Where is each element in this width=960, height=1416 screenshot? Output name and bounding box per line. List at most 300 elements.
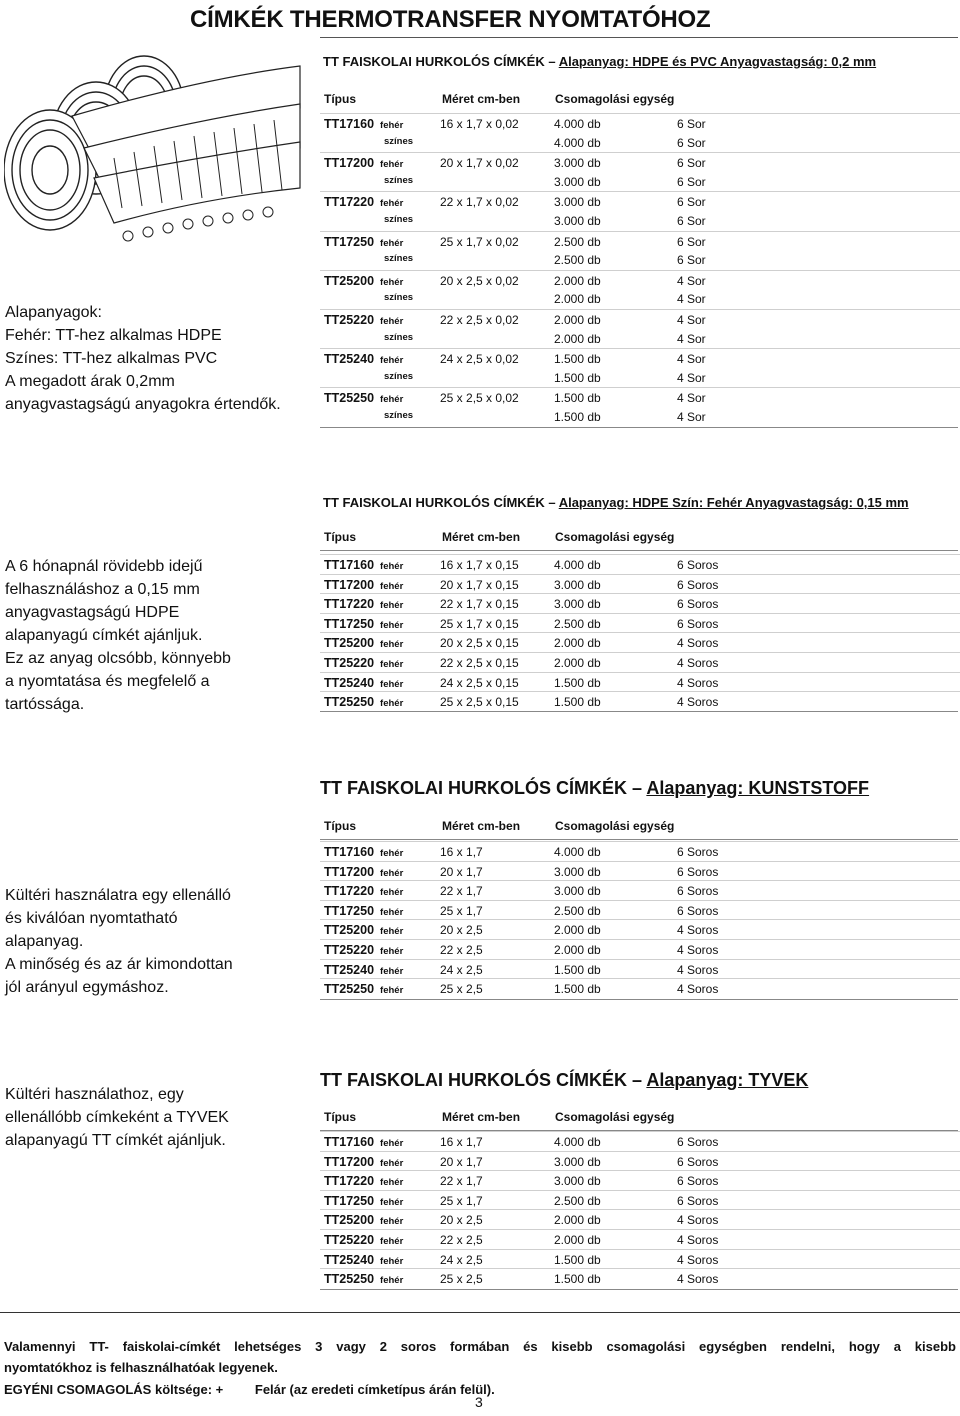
table-row <box>320 574 960 595</box>
quantity-value: 2.500 db <box>554 234 601 249</box>
side-note-line: A 6 hónapnál rövidebb idejű <box>5 558 203 575</box>
color-variant: színes <box>384 135 414 147</box>
label-rolls-illustration <box>4 38 304 293</box>
type-code-value: TT17250 <box>324 1193 375 1208</box>
rows-per-roll: 4 Soros <box>677 656 719 670</box>
col-type: Típus <box>324 819 356 833</box>
type-code-value: TT17220 <box>324 597 375 612</box>
quantity-value: 3.000 db <box>554 1154 601 1169</box>
table-row <box>320 329 960 349</box>
type-code <box>324 352 403 366</box>
type-code-value: TT25240 <box>324 962 375 977</box>
type-code-value: TT17200 <box>324 156 375 171</box>
quantity-value: 4.000 db <box>554 558 601 572</box>
color-variant: fehér <box>380 276 404 288</box>
table-row <box>320 1190 960 1211</box>
type-code <box>324 982 403 996</box>
type-code <box>324 963 403 977</box>
rows-per-roll: 4 Soros <box>677 1213 719 1228</box>
rows-per-roll: 6 Sor <box>677 214 706 228</box>
size-value: 22 x 1,7 <box>440 1174 483 1189</box>
type-code <box>324 617 403 631</box>
footer-line-1: Valamennyi TT- faiskolai-címkét lehetséges 3 vagy 2 soros formában és kisebb csomagolási egységben rendelni, hogy a kisebb <box>4 1339 956 1354</box>
footer-rule <box>0 1312 960 1313</box>
type-code-value: TT17250 <box>324 903 375 918</box>
quantity-value: 3.000 db <box>554 577 601 592</box>
section2-heading-material: Alapanyag: HDPE Szín: Fehér Anyagvastagság: 0,15 mm <box>558 495 909 510</box>
color-variant: színes <box>384 370 414 382</box>
size-value: 22 x 2,5 x 0,02 <box>440 313 519 327</box>
type-code <box>324 636 403 650</box>
size-value: 24 x 2,5 <box>440 962 483 977</box>
side-note-line: Kültéri használathoz, egy <box>5 1086 184 1103</box>
table-row <box>320 1268 960 1289</box>
rows-per-roll: 6 Soros <box>677 864 719 879</box>
size-value: 16 x 1,7 <box>440 845 483 859</box>
col-pack: Csomagolási egység <box>555 819 675 833</box>
type-code-value: TT25220 <box>324 313 375 327</box>
color-variant: fehér <box>380 1216 404 1228</box>
type-code <box>324 1233 403 1247</box>
color-variant: fehér <box>380 198 404 210</box>
type-code-value: TT17160 <box>324 558 375 572</box>
rows-per-roll: 6 Sor <box>677 156 706 171</box>
table-row <box>320 1151 960 1172</box>
color-variant: fehér <box>380 1196 404 1208</box>
size-value: 20 x 1,7 x 0,02 <box>440 156 519 171</box>
rows-per-roll: 4 Soros <box>677 982 719 997</box>
section4-side-note <box>5 1083 229 1152</box>
size-value: 20 x 2,5 x 0,02 <box>440 273 519 288</box>
rows-per-roll: 6 Soros <box>677 1135 719 1149</box>
rows-per-roll: 4 Sor <box>677 292 706 307</box>
type-code-value: TT25240 <box>324 675 375 690</box>
type-code <box>324 235 403 249</box>
color-variant: színes <box>384 331 414 343</box>
table-row <box>320 632 960 653</box>
quantity-value: 1.500 db <box>554 1272 601 1287</box>
color-variant: fehér <box>380 946 404 957</box>
rows-per-roll: 6 Soros <box>677 903 719 918</box>
section1-column-headers <box>324 92 944 108</box>
rows-per-roll: 4 Soros <box>677 695 719 710</box>
section4-bottom-rule <box>320 1289 958 1290</box>
rows-per-roll: 6 Soros <box>677 616 719 631</box>
type-code <box>324 904 403 918</box>
type-code <box>324 597 403 611</box>
quantity-value: 3.000 db <box>554 214 601 228</box>
table-row <box>320 841 960 862</box>
size-value: 24 x 2,5 x 0,15 <box>440 675 519 690</box>
color-variant: fehér <box>380 848 404 859</box>
size-value: 16 x 1,7 <box>440 1135 483 1149</box>
col-type: Típus <box>324 1110 356 1124</box>
quantity-value: 2.500 db <box>554 1193 601 1208</box>
table-row <box>320 978 960 999</box>
rows-per-roll: 4 Sor <box>677 273 706 288</box>
table-row <box>320 231 960 252</box>
section1-side-note <box>5 301 281 416</box>
quantity-value: 2.000 db <box>554 273 601 288</box>
side-note-line: és kiválóan nyomtatható <box>5 910 178 927</box>
color-variant: színes <box>384 174 414 186</box>
type-code-value: TT17250 <box>324 616 375 631</box>
color-variant: fehér <box>380 600 404 612</box>
type-code-value: TT25200 <box>324 1213 375 1228</box>
side-note-line: alapanyagú TT címkét ajánljuk. <box>5 1132 226 1149</box>
col-size: Méret cm-ben <box>442 819 521 833</box>
col-size: Méret cm-ben <box>442 1110 521 1124</box>
size-value: 22 x 2,5 <box>440 943 483 957</box>
size-value: 20 x 2,5 <box>440 923 483 938</box>
rows-per-roll: 6 Soros <box>677 884 719 899</box>
footer-custom-packing <box>4 1379 495 1400</box>
type-code-value: TT17200 <box>324 864 375 879</box>
rows-per-roll: 4 Soros <box>677 962 719 977</box>
section1-heading-prefix: TT FAISKOLAI HURKOLÓS CÍMKÉK – <box>323 54 556 69</box>
rows-per-roll: 4 Soros <box>677 923 719 938</box>
rows-per-roll: 4 Soros <box>677 636 719 651</box>
type-code <box>324 1253 403 1267</box>
quantity-value: 2.000 db <box>554 331 601 346</box>
type-code <box>324 1194 403 1208</box>
rows-per-roll: 6 Soros <box>677 558 719 572</box>
custom-packing-value: Felár (az eredeti címketípus árán felül). <box>254 1382 495 1397</box>
size-value: 22 x 1,7 x 0,15 <box>440 597 519 612</box>
color-variant: fehér <box>380 1275 404 1287</box>
type-code <box>324 313 403 327</box>
quantity-value: 2.000 db <box>554 656 601 670</box>
color-variant: fehér <box>380 1138 404 1149</box>
side-note-line: anyagvastagságú HDPE <box>5 604 180 621</box>
quantity-value: 3.000 db <box>554 884 601 899</box>
table-row <box>320 939 960 960</box>
color-variant: fehér <box>380 580 404 592</box>
table-row <box>320 652 960 673</box>
type-code-value: TT25250 <box>324 982 375 997</box>
type-code <box>324 884 403 898</box>
type-code <box>324 195 403 209</box>
table-row <box>320 959 960 980</box>
size-value: 20 x 2,5 <box>440 1213 483 1228</box>
color-variant: fehér <box>380 659 404 670</box>
size-value: 25 x 2,5 <box>440 1272 483 1287</box>
table-row <box>320 211 960 231</box>
size-value: 20 x 1,7 x 0,15 <box>440 577 519 592</box>
section3-header-rule <box>320 839 958 840</box>
side-note-line: Fehér: TT-hez alkalmas HDPE <box>5 327 222 344</box>
quantity-value: 3.000 db <box>554 195 601 210</box>
size-value: 24 x 2,5 <box>440 1252 483 1267</box>
section3-bottom-rule <box>320 999 958 1000</box>
side-note-line: alapanyag. <box>5 933 84 950</box>
type-code <box>324 1155 403 1169</box>
color-variant: színes <box>384 253 414 265</box>
color-variant: fehér <box>380 316 404 327</box>
rows-per-roll: 4 Soros <box>677 675 719 690</box>
quantity-value: 1.500 db <box>554 370 601 385</box>
rows-per-roll: 6 Sor <box>677 135 706 150</box>
table-row <box>320 1209 960 1230</box>
quantity-value: 3.000 db <box>554 1174 601 1189</box>
section3-column-headers <box>324 819 944 835</box>
rows-per-roll: 4 Sor <box>677 352 706 367</box>
quantity-value: 2.000 db <box>554 943 601 957</box>
table-row <box>320 387 960 408</box>
type-code-value: TT25220 <box>324 943 375 957</box>
section2-side-note <box>5 555 231 716</box>
quantity-value: 2.000 db <box>554 1213 601 1228</box>
quantity-value: 1.500 db <box>554 391 601 406</box>
section4-column-headers <box>324 1110 944 1126</box>
table-row <box>320 900 960 921</box>
type-code <box>324 578 403 592</box>
size-value: 22 x 2,5 <box>440 1233 483 1247</box>
rows-per-roll: 4 Sor <box>677 313 706 327</box>
rows-per-roll: 6 Sor <box>677 253 706 268</box>
side-note-line: A minőség és az ár kimondottan <box>5 956 233 973</box>
section1-heading <box>323 54 876 69</box>
rows-per-roll: 6 Soros <box>677 597 719 612</box>
rows-per-roll: 6 Soros <box>677 1174 719 1189</box>
quantity-value: 1.500 db <box>554 962 601 977</box>
color-variant: fehér <box>380 965 404 977</box>
size-value: 25 x 2,5 x 0,15 <box>440 695 519 710</box>
quantity-value: 2.000 db <box>554 292 601 307</box>
rows-per-roll: 6 Sor <box>677 174 706 189</box>
section4-heading-material: Alapanyag: TYVEK <box>646 1070 809 1090</box>
rows-per-roll: 6 Soros <box>677 1154 719 1169</box>
color-variant: színes <box>384 292 414 304</box>
size-value: 20 x 1,7 <box>440 864 483 879</box>
col-type: Típus <box>324 530 356 544</box>
type-code-value: TT17220 <box>324 1174 375 1189</box>
side-note-line: Színes: TT-hez alkalmas PVC <box>5 350 218 367</box>
type-code-value: TT25220 <box>324 1233 375 1247</box>
quantity-value: 2.000 db <box>554 923 601 938</box>
table-row <box>320 1229 960 1250</box>
side-note-line: Alapanyagok: <box>5 304 102 321</box>
rows-per-roll: 6 Sor <box>677 234 706 249</box>
type-code <box>324 845 403 859</box>
type-code <box>324 865 403 879</box>
section2-bottom-rule <box>320 711 958 712</box>
size-value: 16 x 1,7 x 0,02 <box>440 117 519 131</box>
quantity-value: 1.500 db <box>554 1252 601 1267</box>
size-value: 20 x 1,7 <box>440 1154 483 1169</box>
color-variant: fehér <box>380 237 404 249</box>
table-row <box>320 1249 960 1270</box>
quantity-value: 1.500 db <box>554 982 601 997</box>
color-variant: fehér <box>380 355 404 367</box>
rows-per-roll: 4 Sor <box>677 410 706 424</box>
type-code-value: TT17220 <box>324 884 375 899</box>
type-code-value: TT25240 <box>324 1252 375 1267</box>
type-code-value: TT17220 <box>324 195 375 210</box>
color-variant: fehér <box>380 678 404 690</box>
type-code <box>324 274 403 288</box>
section3-heading-prefix: TT FAISKOLAI HURKOLÓS CÍMKÉK – <box>320 778 643 798</box>
quantity-value: 4.000 db <box>554 135 601 150</box>
table-row <box>320 152 960 173</box>
type-code <box>324 1272 403 1286</box>
type-code <box>324 391 403 405</box>
table-row <box>320 191 960 212</box>
type-code-value: TT25240 <box>324 352 375 367</box>
type-code-value: TT25250 <box>324 1272 375 1287</box>
type-code <box>324 1213 403 1227</box>
custom-packing-label: EGYÉNI CSOMAGOLÁS költsége: + <box>4 1382 224 1397</box>
col-pack: Csomagolási egység <box>555 530 675 544</box>
table-row <box>320 348 960 369</box>
type-code-value: TT17160 <box>324 1135 375 1149</box>
section3-heading-material: Alapanyag: KUNSTSTOFF <box>646 778 870 798</box>
table-row <box>320 1170 960 1191</box>
color-variant: fehér <box>380 120 404 131</box>
col-pack: Csomagolási egység <box>555 92 675 106</box>
title-divider <box>320 37 958 38</box>
quantity-value: 4.000 db <box>554 1135 601 1149</box>
color-variant: fehér <box>380 639 404 651</box>
quantity-value: 2.500 db <box>554 903 601 918</box>
table-row <box>320 613 960 634</box>
type-code-value: TT25250 <box>324 391 375 406</box>
table-row <box>320 880 960 901</box>
table-row <box>320 368 960 388</box>
color-variant: fehér <box>380 1255 404 1267</box>
side-note-line: Ez az anyag olcsóbb, könnyebb <box>5 650 231 667</box>
color-variant: fehér <box>380 1236 404 1247</box>
type-code-value: TT17200 <box>324 577 375 592</box>
color-variant: fehér <box>380 561 404 572</box>
rows-per-roll: 4 Sor <box>677 391 706 406</box>
side-note-line: jól arányul egymáshoz. <box>5 979 169 996</box>
type-code-value: TT25200 <box>324 636 375 651</box>
side-note-line: Kültéri használatra egy ellenálló <box>5 887 231 904</box>
color-variant: fehér <box>380 1177 404 1189</box>
table-row <box>320 270 960 291</box>
table-row <box>320 919 960 940</box>
type-code <box>324 695 403 709</box>
quantity-value: 1.500 db <box>554 410 601 424</box>
table-row <box>320 172 960 192</box>
side-note-line: tartóssága. <box>5 696 85 713</box>
type-code-value: TT17160 <box>324 845 375 859</box>
section3-heading <box>320 778 869 799</box>
type-code-value: TT25250 <box>324 695 375 710</box>
color-variant: fehér <box>380 619 404 631</box>
size-value: 25 x 1,7 <box>440 903 483 918</box>
section2-heading-prefix: TT FAISKOLAI HURKOLÓS CÍMKÉK – <box>323 495 556 510</box>
quantity-value: 2.500 db <box>554 616 601 631</box>
section2-heading <box>323 495 909 510</box>
quantity-value: 1.500 db <box>554 352 601 367</box>
rows-per-roll: 4 Sor <box>677 331 706 346</box>
table-row <box>320 554 960 575</box>
color-variant: fehér <box>380 926 404 938</box>
quantity-value: 3.000 db <box>554 156 601 171</box>
side-note-line: alapanyagú címkét ajánljuk. <box>5 627 203 644</box>
quantity-value: 4.000 db <box>554 117 601 131</box>
table-row <box>320 593 960 614</box>
type-code <box>324 656 403 670</box>
size-value: 25 x 1,7 x 0,02 <box>440 234 519 249</box>
color-variant: fehér <box>380 906 404 918</box>
page-title: CÍMKÉK THERMOTRANSFER NYOMTATÓHOZ <box>190 6 711 33</box>
section2-column-headers <box>324 530 944 546</box>
side-note-line: felhasználáshoz a 0,15 mm <box>5 581 200 598</box>
color-variant: fehér <box>380 867 404 879</box>
color-variant: fehér <box>380 1157 404 1169</box>
table-row <box>320 672 960 693</box>
section4-heading <box>320 1070 808 1091</box>
type-code <box>324 923 403 937</box>
table-row <box>320 113 960 134</box>
table-row <box>320 407 960 427</box>
quantity-value: 2.000 db <box>554 313 601 327</box>
type-code <box>324 1174 403 1188</box>
type-code <box>324 943 403 957</box>
table-row <box>320 250 960 270</box>
size-value: 22 x 1,7 <box>440 884 483 899</box>
size-value: 22 x 2,5 x 0,15 <box>440 656 519 670</box>
size-value: 22 x 1,7 x 0,02 <box>440 195 519 210</box>
size-value: 20 x 2,5 x 0,15 <box>440 636 519 651</box>
side-note-line: A megadott árak 0,2mm <box>5 373 175 390</box>
quantity-value: 1.500 db <box>554 695 601 710</box>
type-code-value: TT25200 <box>324 923 375 938</box>
quantity-value: 2.000 db <box>554 636 601 651</box>
section4-heading-prefix: TT FAISKOLAI HURKOLÓS CÍMKÉK – <box>320 1070 643 1090</box>
color-variant: színes <box>384 410 414 421</box>
rows-per-roll: 6 Sor <box>677 117 706 131</box>
table-row <box>320 133 960 153</box>
type-code-value: TT25200 <box>324 273 375 288</box>
table-row <box>320 289 960 309</box>
rows-per-roll: 4 Soros <box>677 1272 719 1287</box>
color-variant: fehér <box>380 159 404 171</box>
section1-heading-material: Alapanyag: HDPE és PVC Anyagvastagság: 0,2 mm <box>558 54 877 69</box>
section2-header-rule <box>320 550 958 551</box>
table-row <box>320 1131 960 1152</box>
rows-per-roll: 6 Sor <box>677 195 706 210</box>
section3-side-note <box>5 884 233 999</box>
col-pack: Csomagolási egység <box>555 1110 675 1124</box>
quantity-value: 2.000 db <box>554 1233 601 1247</box>
rows-per-roll: 6 Soros <box>677 845 719 859</box>
quantity-value: 4.000 db <box>554 845 601 859</box>
color-variant: fehér <box>380 698 404 710</box>
col-size: Méret cm-ben <box>442 92 521 106</box>
type-code-value: TT17200 <box>324 1154 375 1169</box>
rows-per-roll: 4 Soros <box>677 1233 719 1247</box>
section1-bottom-rule <box>320 427 958 428</box>
size-value: 24 x 2,5 x 0,02 <box>440 352 519 367</box>
type-code-value: TT25220 <box>324 656 375 670</box>
type-code-value: TT17250 <box>324 234 375 249</box>
col-size: Méret cm-ben <box>442 530 521 544</box>
type-code <box>324 1135 403 1149</box>
quantity-value: 3.000 db <box>554 864 601 879</box>
type-code <box>324 117 403 131</box>
type-code <box>324 558 403 572</box>
page-number: 3 <box>475 1394 483 1410</box>
side-note-line: a nyomtatása és megfelelő a <box>5 673 210 690</box>
side-note-line: anyagvastagságú anyagokra értendők. <box>5 396 281 413</box>
type-code <box>324 676 403 690</box>
table-row <box>320 861 960 882</box>
quantity-value: 1.500 db <box>554 675 601 690</box>
